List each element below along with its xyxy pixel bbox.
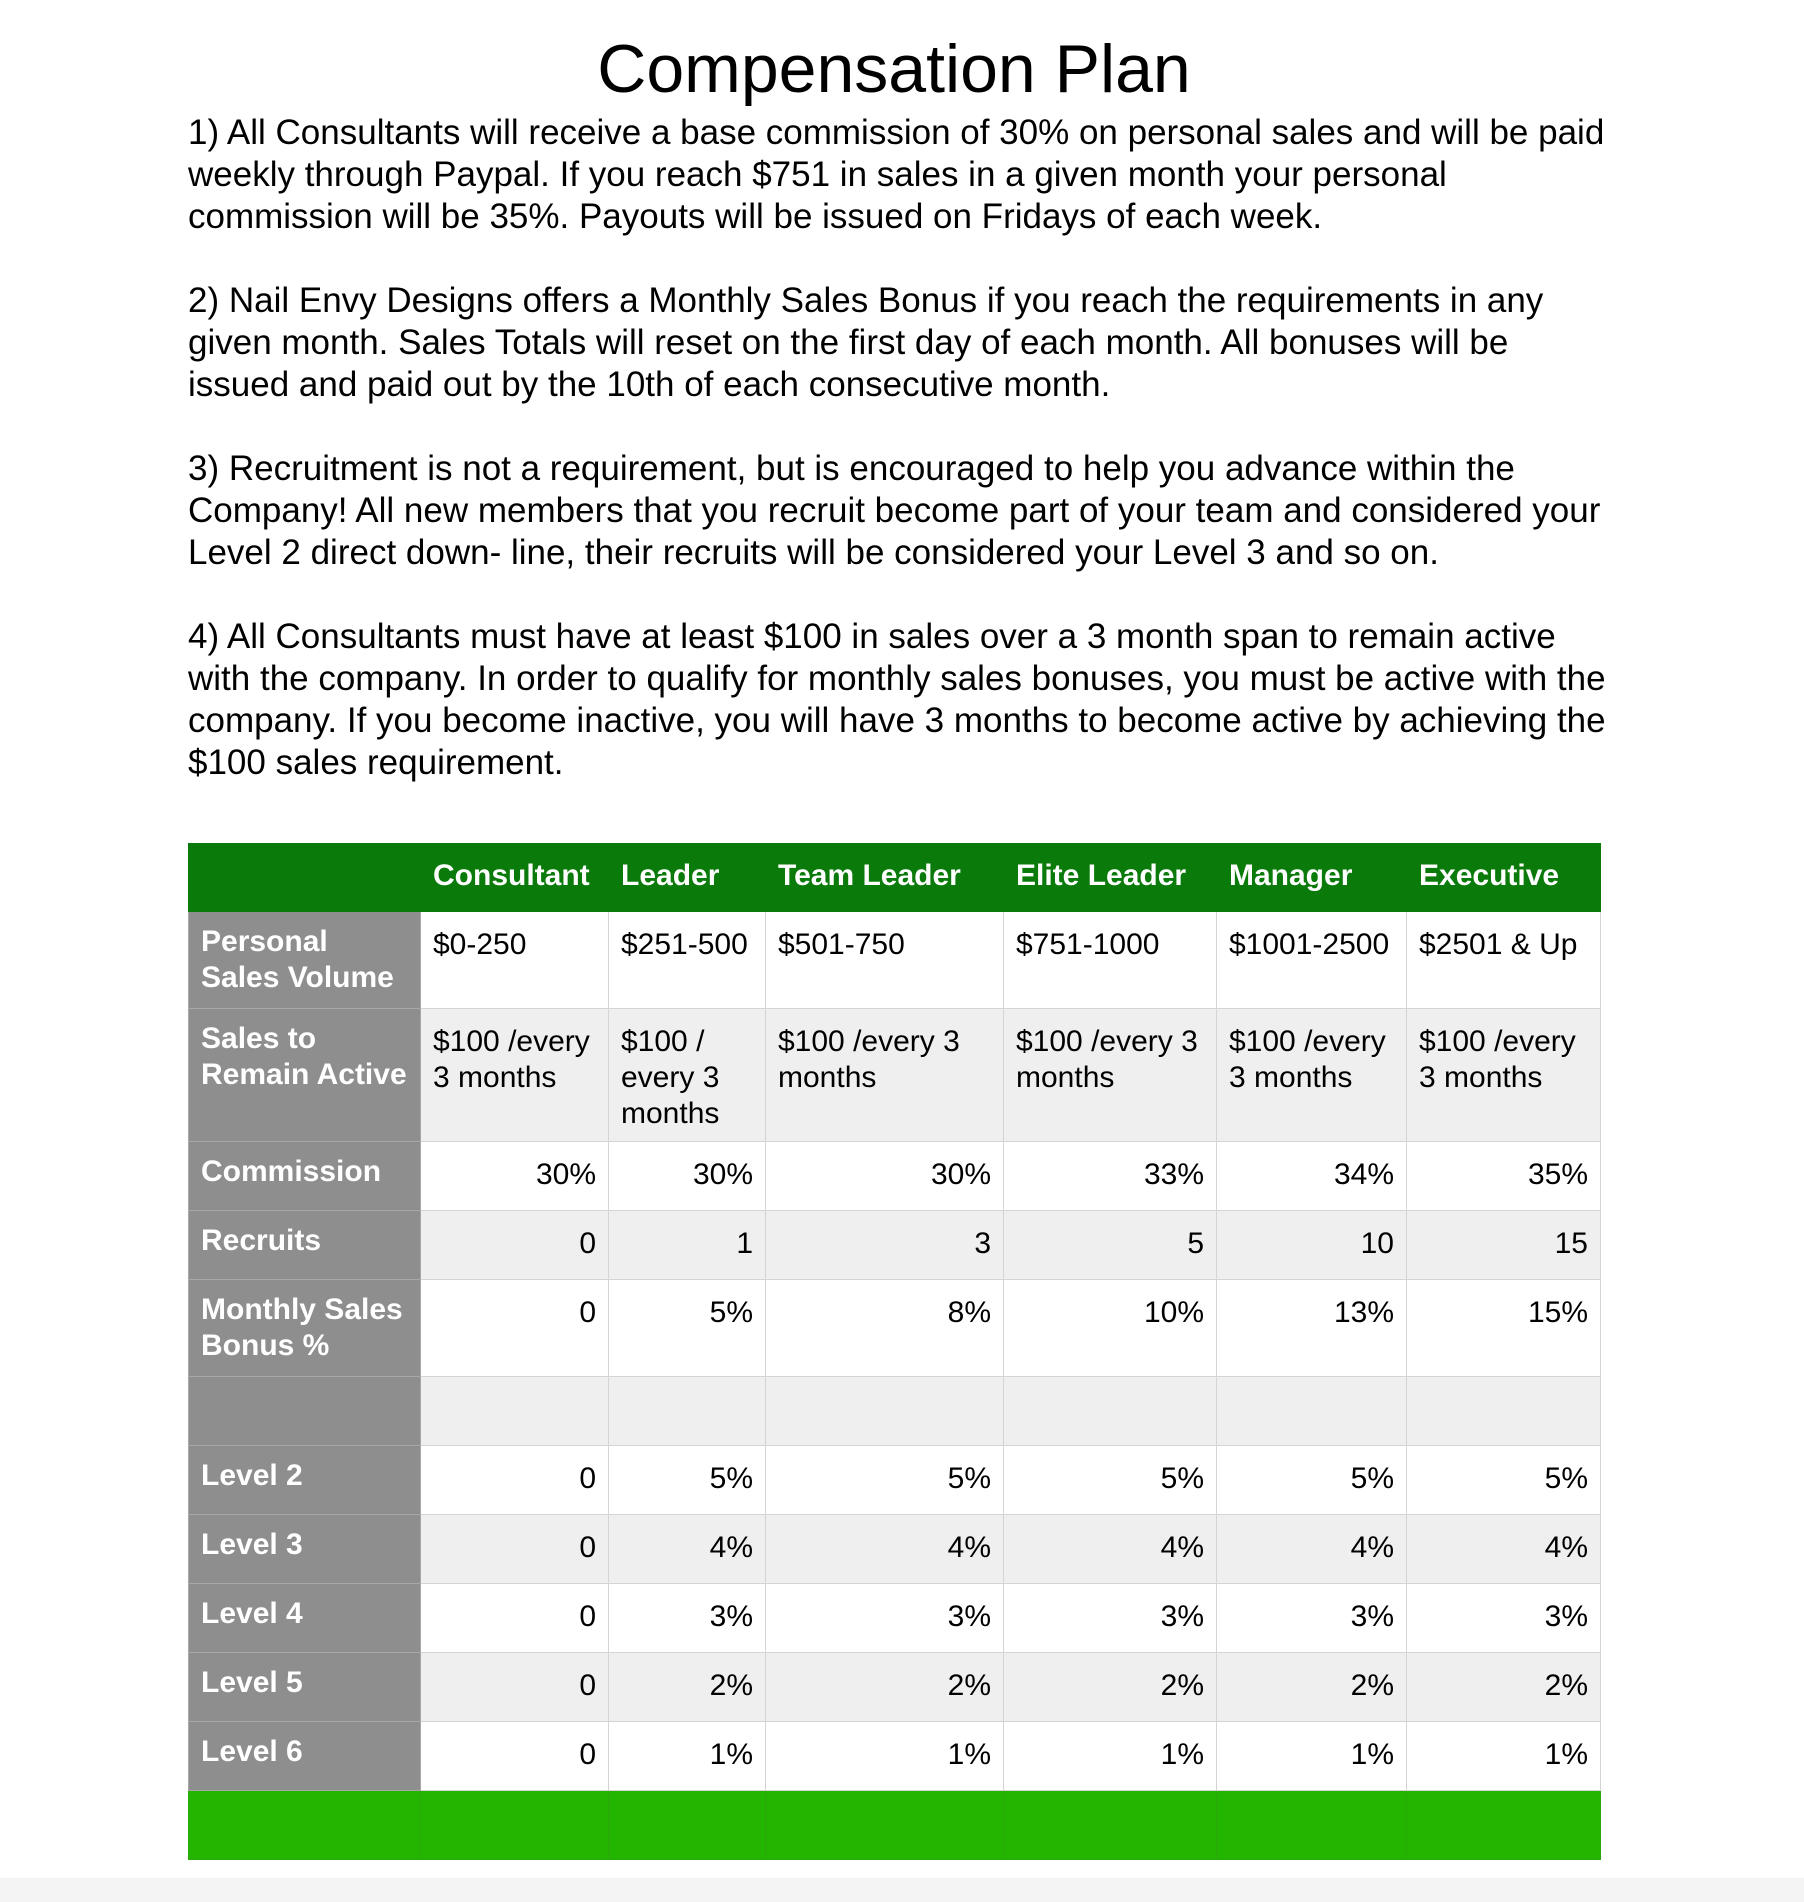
table-cell: 15 bbox=[1407, 1211, 1601, 1280]
table-cell: 1% bbox=[609, 1722, 766, 1791]
table-cell: 4% bbox=[609, 1515, 766, 1584]
table-cell: 2% bbox=[1407, 1653, 1601, 1722]
table-row-recruits bbox=[189, 1211, 1601, 1280]
table-cell: 30% bbox=[609, 1142, 766, 1211]
table-cell: 0 bbox=[421, 1211, 609, 1280]
table-cell: 0 bbox=[421, 1280, 609, 1377]
footer-cell bbox=[421, 1791, 609, 1860]
table-cell: 5% bbox=[609, 1446, 766, 1515]
table-row-monthly-sales-bonus bbox=[189, 1280, 1601, 1377]
page-bottom-edge bbox=[0, 1878, 1804, 1902]
column-header: Team Leader bbox=[766, 844, 1004, 912]
footer-cell bbox=[609, 1791, 766, 1860]
table-cell: 34% bbox=[1217, 1142, 1407, 1211]
table-cell: 5% bbox=[1004, 1446, 1217, 1515]
table-cell: $251-500 bbox=[609, 912, 766, 1009]
table-cell: 4% bbox=[1407, 1515, 1601, 1584]
page-title: Compensation Plan bbox=[597, 31, 1191, 107]
table-row-personal-sales-volume bbox=[189, 912, 1601, 1009]
table-cell bbox=[421, 1377, 609, 1446]
table-cell: $100 /every 3 months bbox=[1004, 1009, 1217, 1142]
table-cell: 5% bbox=[1407, 1446, 1601, 1515]
table-cell: 15% bbox=[1407, 1280, 1601, 1377]
row-header: Level 3 bbox=[189, 1515, 421, 1584]
table-row-level-2 bbox=[189, 1446, 1601, 1515]
column-header: Leader bbox=[609, 844, 766, 912]
table-cell: 2% bbox=[766, 1653, 1004, 1722]
compensation-table bbox=[188, 843, 1601, 1860]
table-cell: $100 /every 3 months bbox=[766, 1009, 1004, 1142]
table-cell: 4% bbox=[1004, 1515, 1217, 1584]
table-cell: $100 /every 3 months bbox=[421, 1009, 609, 1142]
table-cell: $100 / every 3 months bbox=[609, 1009, 766, 1142]
rule-paragraph-2: 2) Nail Envy Designs offers a Monthly Sales Bonus if you reach the requirements in any given month. Sales Totals will reset on the first day of each month. All bonuses will be issued and paid out by the 10th of each consecutive month. bbox=[188, 281, 1544, 404]
table-cell: $751-1000 bbox=[1004, 912, 1217, 1009]
table-cell bbox=[766, 1377, 1004, 1446]
column-header: Executive bbox=[1407, 844, 1601, 912]
row-header: Level 2 bbox=[189, 1446, 421, 1515]
rule-paragraph-3: 3) Recruitment is not a requirement, but is encouraged to help you advance within the Company! All new members that you recruit become part of your team and considered your Level 2 direct down- line, their recruits will be considered your Level 3 and so on. bbox=[188, 449, 1601, 572]
table-cell: 0 bbox=[421, 1722, 609, 1791]
table-row-level-6 bbox=[189, 1722, 1601, 1791]
footer-cell bbox=[1004, 1791, 1217, 1860]
row-header: Monthly Sales Bonus % bbox=[189, 1280, 421, 1377]
table-cell: 3% bbox=[1217, 1584, 1407, 1653]
table-cell: $2501 & Up bbox=[1407, 912, 1601, 1009]
table-cell: 30% bbox=[766, 1142, 1004, 1211]
table-cell: $501-750 bbox=[766, 912, 1004, 1009]
table-cell bbox=[1004, 1377, 1217, 1446]
table-cell bbox=[1407, 1377, 1601, 1446]
table-header-row bbox=[189, 844, 1601, 912]
footer-cell bbox=[1217, 1791, 1407, 1860]
table-cell: 10 bbox=[1217, 1211, 1407, 1280]
table-footer-row bbox=[189, 1791, 1601, 1860]
row-header: Commission bbox=[189, 1142, 421, 1211]
table-cell: 0 bbox=[421, 1446, 609, 1515]
table-cell: 35% bbox=[1407, 1142, 1601, 1211]
table-cell: 3 bbox=[766, 1211, 1004, 1280]
table-cell: 3% bbox=[1004, 1584, 1217, 1653]
table-cell: $100 /every 3 months bbox=[1217, 1009, 1407, 1142]
table-cell: 5% bbox=[609, 1280, 766, 1377]
row-header: Level 4 bbox=[189, 1584, 421, 1653]
table-cell: 2% bbox=[1217, 1653, 1407, 1722]
table-cell bbox=[1217, 1377, 1407, 1446]
table-cell: 1% bbox=[1407, 1722, 1601, 1791]
table-row-blank bbox=[189, 1377, 1601, 1446]
table-cell: 1% bbox=[1004, 1722, 1217, 1791]
row-header bbox=[189, 1377, 421, 1446]
table-cell: 3% bbox=[1407, 1584, 1601, 1653]
table-cell: 13% bbox=[1217, 1280, 1407, 1377]
table-cell: 0 bbox=[421, 1584, 609, 1653]
footer-cell bbox=[766, 1791, 1004, 1860]
row-header: Level 6 bbox=[189, 1722, 421, 1791]
column-header: Manager bbox=[1217, 844, 1407, 912]
footer-cell bbox=[189, 1791, 421, 1860]
table-cell: 2% bbox=[1004, 1653, 1217, 1722]
table-cell: 4% bbox=[766, 1515, 1004, 1584]
table-cell: 3% bbox=[766, 1584, 1004, 1653]
footer-cell bbox=[1407, 1791, 1601, 1860]
table-row-level-4 bbox=[189, 1584, 1601, 1653]
row-header: Sales to Remain Active bbox=[189, 1009, 421, 1142]
rules-section bbox=[188, 112, 1608, 826]
rule-paragraph-4: 4) All Consultants must have at least $100 in sales over a 3 month span to remain active with the company. In order to qualify for monthly sales bonuses, you must be active with the company. If you become inactive, you will have 3 months to become active by achieving the $100 sales requirement. bbox=[188, 617, 1606, 782]
table-row-sales-to-remain-active bbox=[189, 1009, 1601, 1142]
row-header: Recruits bbox=[189, 1211, 421, 1280]
table-row-level-5 bbox=[189, 1653, 1601, 1722]
table-corner-cell bbox=[189, 844, 421, 912]
table-cell: 0 bbox=[421, 1515, 609, 1584]
table-cell: 4% bbox=[1217, 1515, 1407, 1584]
table-cell: 5 bbox=[1004, 1211, 1217, 1280]
table-cell: 5% bbox=[1217, 1446, 1407, 1515]
row-header: Personal Sales Volume bbox=[189, 912, 421, 1009]
table-cell: 1 bbox=[609, 1211, 766, 1280]
table-cell: 1% bbox=[766, 1722, 1004, 1791]
table-cell bbox=[609, 1377, 766, 1446]
table-cell: 33% bbox=[1004, 1142, 1217, 1211]
table-row-level-3 bbox=[189, 1515, 1601, 1584]
column-header: Consultant bbox=[421, 844, 609, 912]
row-header: Level 5 bbox=[189, 1653, 421, 1722]
table-cell: 3% bbox=[609, 1584, 766, 1653]
table-cell: 8% bbox=[766, 1280, 1004, 1377]
table-cell: $0-250 bbox=[421, 912, 609, 1009]
rule-paragraph-1: 1) All Consultants will receive a base commission of 30% on personal sales and will be paid weekly through Paypal. If you reach $751 in sales in a given month your personal commission will be 35%. Payouts will be issued on Fridays of each week. bbox=[188, 113, 1605, 236]
table-cell: $100 /every 3 months bbox=[1407, 1009, 1601, 1142]
table-row-commission bbox=[189, 1142, 1601, 1211]
table-cell: 30% bbox=[421, 1142, 609, 1211]
table-cell: 0 bbox=[421, 1653, 609, 1722]
table-cell: 1% bbox=[1217, 1722, 1407, 1791]
column-header: Elite Leader bbox=[1004, 844, 1217, 912]
table-cell: 5% bbox=[766, 1446, 1004, 1515]
table-cell: 10% bbox=[1004, 1280, 1217, 1377]
table-cell: 2% bbox=[609, 1653, 766, 1722]
table-cell: $1001-2500 bbox=[1217, 912, 1407, 1009]
